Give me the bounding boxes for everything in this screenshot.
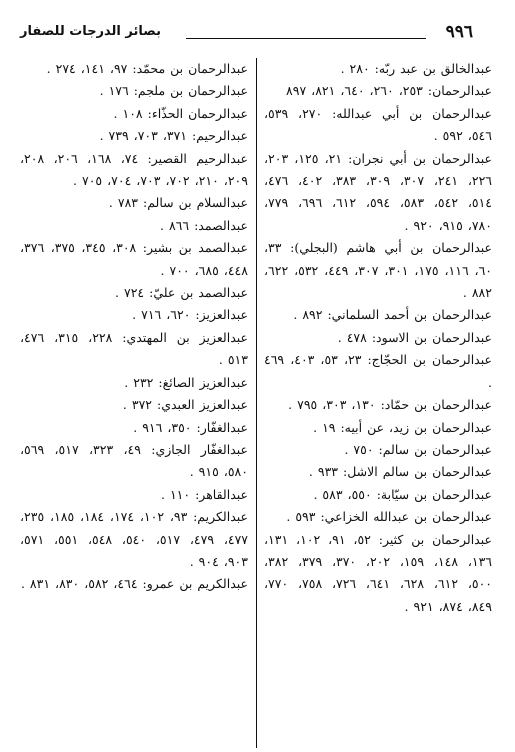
index-entry: عبدالرحمان بن أحمد السلماني: ٨٩٢ .	[293, 307, 492, 323]
index-entry: عبدالرحمان بن عبدالله الخزاعي: ٥٩٣ .	[286, 509, 492, 525]
right-column	[264, 58, 492, 748]
index-entry: عبدالرحمان بن حمّاد: ١٣٠، ٣٠٣، ٧٩٥ .	[288, 397, 492, 413]
index-entry: عبدالغفّار: ٣٥٠، ٩١٦ .	[133, 419, 248, 435]
index-entry: عبدالرحمان بن ملجم: ١٧٦ .	[99, 83, 248, 99]
index-entry: عبدالرحمان بن الاسود: ٤٧٨ .	[337, 329, 492, 345]
page-number: ٩٩٦	[445, 22, 473, 42]
index-entry: عبدالرحيم: ٣٧١، ٧٠٣، ٧٣٩ .	[99, 128, 248, 144]
book-title: بصائر الدرجات للصفار	[20, 24, 161, 39]
header-rule	[186, 38, 426, 39]
index-entry: عبدالسلام بن سالم: ٧٨٣ .	[108, 195, 248, 211]
index-entry: عبدالرحمان بن أبي عبدالله: ٢٧٠، ٥٣٩، ٥٤٦، ٥٩٢ .	[264, 105, 492, 144]
index-entry: عبدالرحمان: ٢٥٣، ٢٦٠، ٦٤٠، ٨٢١، ٨٩٧	[286, 83, 492, 99]
index-entry: عبدالرحمان بن كثير: ٥٢، ٩١، ١٠٢، ١٣١، ١٣٦، ١٤٨، ١٥٩، ٢٠٢، ٣٧٠، ٣٧٩، ٣٨٢، ٥٠٠، ٦١٢، ٦٢٨، ٦٤١، ٧٢٦، ٧٥٨، ٧٧٠، ٨٤٩، ٨٧٤، ٩٢١ .	[264, 531, 493, 614]
index-entry: عبدالعزيز الصائغ: ٢٣٢ .	[124, 374, 248, 390]
index-entry: عبدالرحمان بن زيد، عن أبيه: ١٩ .	[313, 419, 492, 435]
left-column	[20, 58, 248, 748]
index-entry: عبدالرحمان بن محمّد: ٩٧، ١٤١، ٢٧٤ .	[46, 61, 248, 76]
index-entry: عبدالرحمان بن سيّابة: ٥٥٠، ٥٨٣ .	[313, 486, 492, 502]
index-entry: عبدالخالق بن عبد ربّه: ٢٨٠ .	[340, 61, 492, 76]
index-entry: عبدالكريم بن عمرو: ٤٦٤، ٥٨٢، ٨٣٠، ٨٣١ .	[20, 576, 248, 592]
index-entry: عبدالرحيم القصير: ٧٤، ١٦٨، ٢٠٦، ٢٠٨، ٢٠٩، ٢١٠، ٧٠٢، ٧٠٣، ٧٠٤، ٧٠٥ .	[20, 150, 249, 189]
index-entry: عبدالرحمان بن أبي نجران: ٢١، ١٢٥، ٢٠٣، ٢٢٦، ٢٤١، ٣٠٧، ٣٠٩، ٣٨٣، ٤٠٢، ٤٧٦، ٥١٤، ٥٤٢، ٥٨٣، ٥٩٤، ٦١٢، ٦٩٦، ٧٧٩، ٧٨٠، ٩١٥، ٩٢٠ .	[264, 150, 493, 233]
index-entry: عبدالغفّار الجازي: ٤٩، ٣٢٣، ٥١٧، ٥٦٩، ٥٨٠، ٩١٥ .	[20, 441, 248, 480]
index-entry: عبدالرحمان بن سالم: ٧٥٠ .	[344, 441, 492, 457]
index-entry: عبدالصمد بن عليّ: ٧٢٤ .	[115, 285, 248, 301]
index-entry: عبدالعزيز بن المهتدي: ٢٢٨، ٣١٥، ٤٧٦، ٥١٣ .	[20, 329, 248, 368]
index-entry: عبدالقاهر: ١١٠ .	[161, 486, 248, 502]
index-columns	[20, 58, 492, 748]
index-entry: عبدالصمد: ٨٦٦ .	[160, 217, 248, 233]
index-entry: عبدالعزيز: ٦٢٠، ٧١٦ .	[132, 307, 248, 323]
index-entry: عبدالكريم: ٩٣، ١٠٢، ١٧٤، ١٨٤، ١٨٥، ٢٣٥، ٤٧٧، ٤٧٩، ٥١٧، ٥٤٠، ٥٤٨، ٥٥١، ٥٧١، ٩٠٣، ٩٠٤ .	[20, 509, 249, 569]
page-header	[0, 0, 515, 52]
index-entry: عبدالصمد بن بشير: ٣٠٨، ٣٤٥، ٣٧٥، ٣٧٦، ٤٤٨، ٦٨٥، ٧٠٠ .	[20, 240, 248, 278]
column-divider	[256, 58, 257, 748]
index-entry: عبدالرحمان بن الحجّاج: ٢٣، ٥٣، ٤٠٣، ٤٦٩ .	[264, 352, 492, 390]
index-entry: عبدالرحمان الحذّاء: ١٠٨ .	[113, 105, 248, 121]
index-entry: عبدالرحمان بن سالم الاشل: ٩٣٣ .	[308, 464, 492, 480]
index-entry: عبدالعزيز العبدي: ٣٧٢ .	[122, 397, 248, 413]
index-entry: عبدالرحمان بن أبي هاشم (البجلي): ٣٣، ٦٠، ١١٦، ١٧٥، ٣٠١، ٣٠٧، ٤٤٩، ٥٣٢، ٦٢٢، ٨٨٢ .	[264, 240, 493, 301]
